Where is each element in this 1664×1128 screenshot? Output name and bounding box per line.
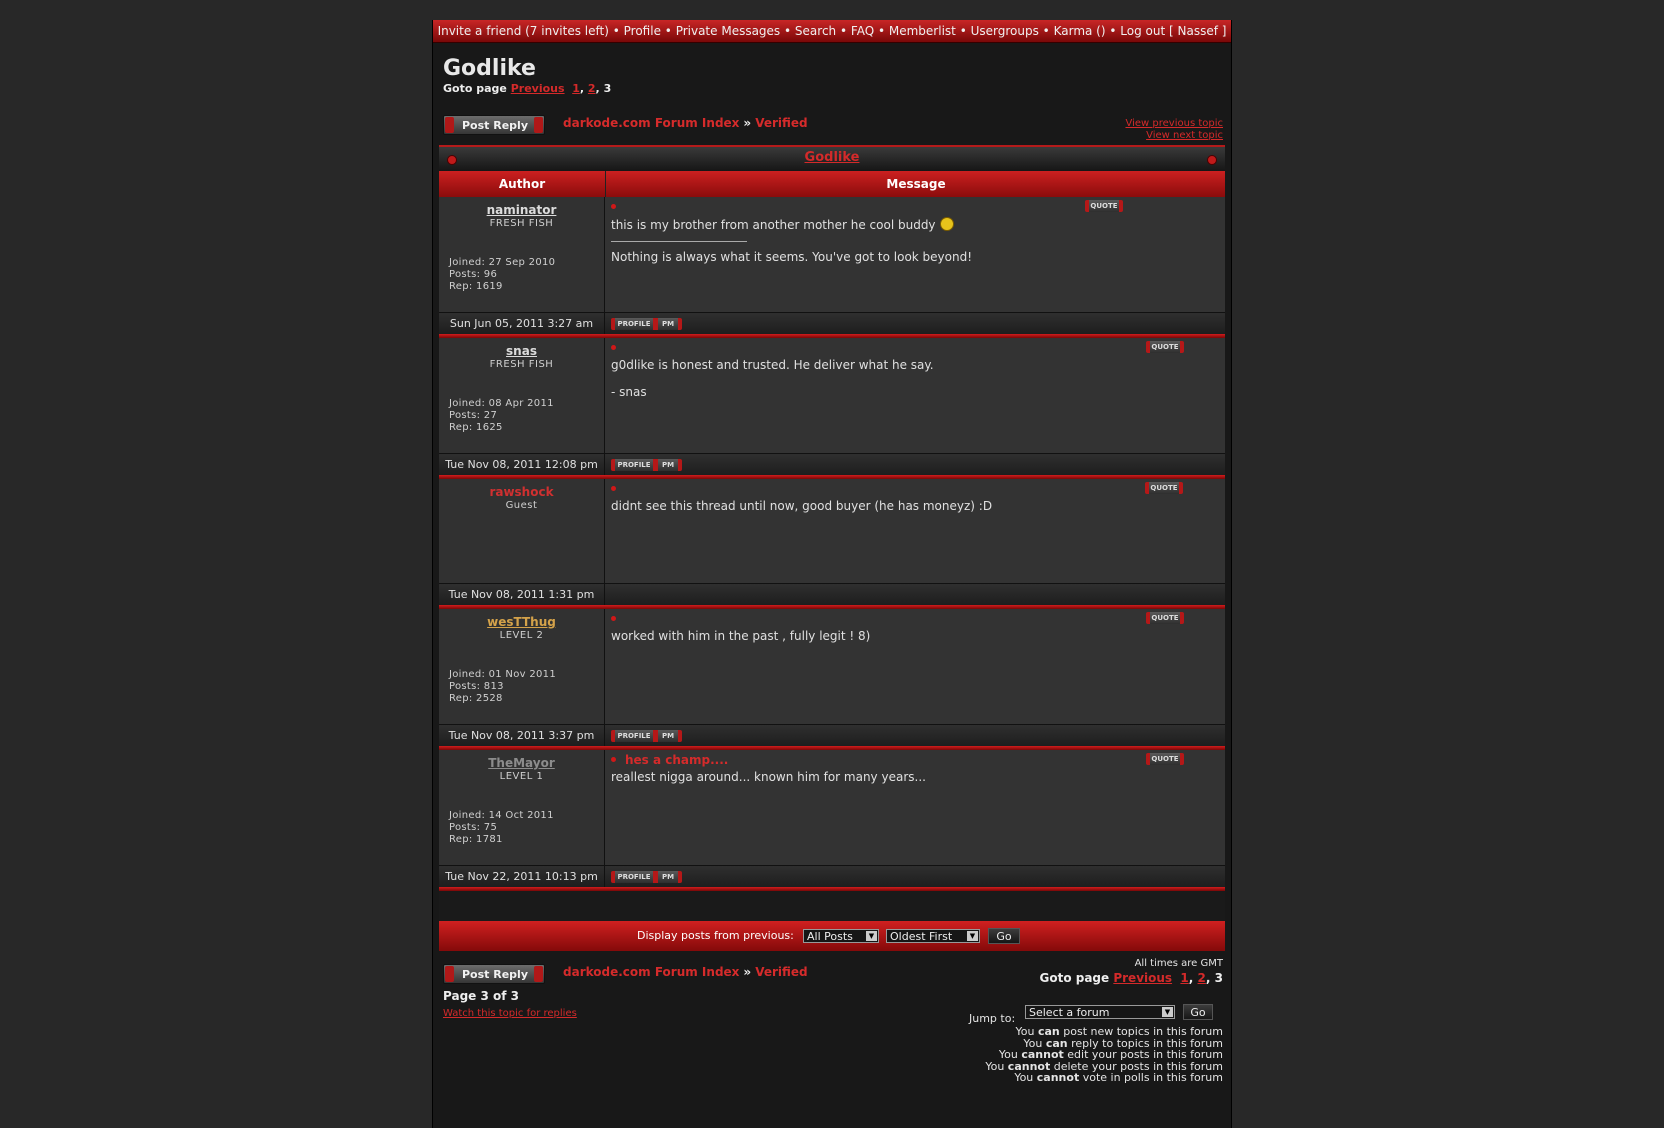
profile-button[interactable]: PROFILE bbox=[611, 318, 657, 330]
goto-label: Goto page bbox=[443, 82, 507, 95]
breadcrumb-forum-index[interactable]: darkode.com Forum Index bbox=[563, 116, 740, 130]
jump-to-select-value: Select a forum bbox=[1029, 1006, 1110, 1019]
view-next-topic-link[interactable]: View next topic bbox=[1146, 130, 1223, 141]
post-author-link[interactable]: snas bbox=[506, 344, 537, 358]
author-rep: Rep: 1625 bbox=[449, 422, 503, 433]
post-time: Tue Nov 22, 2011 10:13 pm bbox=[439, 866, 605, 888]
author-joined: Joined: 27 Sep 2010 bbox=[449, 257, 556, 268]
author-cell bbox=[439, 197, 605, 312]
breadcrumb-separator: » bbox=[743, 965, 752, 979]
author-post-count: Posts: 813 bbox=[449, 681, 504, 692]
post-icon[interactable] bbox=[611, 204, 616, 209]
post-separator bbox=[439, 887, 1225, 891]
author-stats bbox=[449, 398, 554, 434]
private-messages-link[interactable]: Private Messages bbox=[675, 24, 781, 38]
message-cell bbox=[605, 338, 1225, 453]
posts-table bbox=[439, 145, 1225, 951]
author-column-header: Author bbox=[498, 177, 546, 191]
author-rank: LEVEL 2 bbox=[499, 630, 544, 641]
quote-button[interactable]: QUOTE bbox=[1145, 482, 1183, 494]
post-body bbox=[611, 217, 954, 232]
chevron-down-icon: ▼ bbox=[967, 931, 978, 941]
post-text: worked with him in the past , fully legit ! 8) bbox=[611, 629, 871, 643]
profile-button[interactable]: PROFILE bbox=[611, 871, 657, 883]
post-row bbox=[439, 750, 1225, 865]
post-footer bbox=[439, 312, 1225, 335]
topic-title-bar bbox=[439, 145, 1225, 171]
post-icon[interactable] bbox=[611, 757, 616, 762]
goto-page-bottom: Goto page Previous 1, 2, 3 bbox=[1039, 971, 1223, 985]
post-author-name: rawshock bbox=[489, 485, 554, 499]
author-stats bbox=[449, 257, 555, 293]
profile-button[interactable]: PROFILE bbox=[611, 459, 657, 471]
post-icon[interactable] bbox=[611, 486, 616, 491]
author-rank: LEVEL 1 bbox=[499, 771, 544, 782]
nav-separator: • bbox=[1042, 24, 1050, 38]
memberlist-link[interactable]: Memberlist bbox=[888, 24, 956, 38]
post-text: didnt see this thread until now, good buyer (he has moneyz) :D bbox=[611, 499, 993, 513]
corner-dot-icon bbox=[447, 155, 457, 165]
post-footer bbox=[439, 724, 1225, 747]
post-author-link[interactable]: wesTThug bbox=[487, 615, 556, 629]
quote-button[interactable]: QUOTE bbox=[1085, 200, 1123, 212]
nav-separator: • bbox=[839, 24, 848, 38]
post-time: Tue Nov 08, 2011 3:37 pm bbox=[439, 725, 605, 747]
quote-button[interactable]: QUOTE bbox=[1146, 612, 1184, 624]
author-cell bbox=[439, 338, 605, 453]
author-stats bbox=[449, 810, 554, 846]
karma-link[interactable]: Karma () bbox=[1053, 24, 1106, 38]
order-select[interactable] bbox=[886, 929, 980, 943]
display-options-bar bbox=[439, 921, 1225, 951]
smiley-icon bbox=[940, 217, 954, 231]
goto-current-page: 3 bbox=[603, 82, 612, 95]
goto-page-2-link[interactable]: 2 bbox=[587, 82, 596, 95]
author-joined: Joined: 08 Apr 2011 bbox=[449, 398, 554, 409]
permission-line: You cannot edit your posts in this forum bbox=[998, 1048, 1223, 1062]
post-author-link[interactable]: naminator bbox=[486, 203, 557, 217]
breadcrumb-forum-index[interactable]: darkode.com Forum Index bbox=[563, 965, 740, 979]
table-header bbox=[439, 171, 1225, 197]
profile-link[interactable]: Profile bbox=[623, 24, 661, 38]
author-rep: Rep: 1781 bbox=[449, 834, 503, 845]
display-label: Display posts from previous: bbox=[637, 929, 794, 942]
nav-separator: • bbox=[664, 24, 672, 38]
breadcrumb-bottom bbox=[563, 965, 808, 979]
post-author-link[interactable]: TheMayor bbox=[488, 756, 555, 770]
post-icon[interactable] bbox=[611, 616, 616, 621]
post-signature bbox=[611, 241, 972, 264]
post-row bbox=[439, 479, 1225, 583]
forum-permissions bbox=[985, 1026, 1223, 1084]
goto-label: Goto page bbox=[1039, 971, 1110, 985]
author-cell bbox=[439, 750, 605, 865]
author-rank: FRESH FISH bbox=[489, 359, 554, 370]
jump-go-button[interactable]: Go bbox=[1183, 1004, 1213, 1020]
pm-button[interactable]: PM bbox=[654, 318, 682, 330]
author-rep: Rep: 1619 bbox=[449, 281, 503, 292]
post-text: reallest nigga around... known him for many years... bbox=[611, 770, 926, 784]
author-joined: Joined: 14 Oct 2011 bbox=[449, 810, 554, 821]
breadcrumb bbox=[563, 116, 808, 130]
chevron-down-icon: ▼ bbox=[1162, 1007, 1173, 1017]
nav-separator: • bbox=[877, 24, 886, 38]
author-cell bbox=[439, 609, 605, 724]
nav-separator: • bbox=[784, 24, 792, 38]
breadcrumb-forum-verified[interactable]: Verified bbox=[755, 965, 808, 979]
pm-button[interactable]: PM bbox=[654, 871, 682, 883]
order-select-value: Oldest First bbox=[890, 930, 953, 943]
post-time: Sun Jun 05, 2011 3:27 am bbox=[439, 313, 605, 335]
quote-button[interactable]: QUOTE bbox=[1146, 753, 1184, 765]
profile-button[interactable]: PROFILE bbox=[611, 730, 657, 742]
author-post-count: Posts: 75 bbox=[449, 822, 498, 833]
jump-to-label: Jump to: bbox=[969, 1012, 1016, 1025]
message-cell bbox=[605, 750, 1225, 865]
post-text: this is my brother from another mother he cool buddy bbox=[611, 218, 936, 232]
message-cell bbox=[605, 609, 1225, 724]
post-reply-button[interactable]: Post Reply bbox=[443, 115, 545, 135]
author-rank: FRESH FISH bbox=[489, 218, 554, 229]
permission-line: You can post new topics in this forum bbox=[1015, 1025, 1223, 1038]
page-of-pages: Page 3 of 3 bbox=[443, 989, 519, 1003]
nav-separator: • bbox=[959, 24, 967, 38]
logout-link[interactable]: Log out [ Nassef ] bbox=[1120, 24, 1227, 38]
pm-button[interactable]: PM bbox=[654, 730, 682, 742]
author-rep: Rep: 2528 bbox=[449, 693, 503, 704]
goto-page-top: Goto page Previous 1, 2, 3 bbox=[443, 82, 612, 95]
permission-line: You cannot delete your posts in this forum bbox=[985, 1059, 1223, 1073]
message-cell bbox=[605, 479, 1225, 583]
top-nav-bar bbox=[433, 20, 1231, 43]
post-row bbox=[439, 609, 1225, 724]
jump-to-select[interactable] bbox=[1025, 1005, 1175, 1019]
pm-button[interactable]: PM bbox=[654, 459, 682, 471]
post-footer bbox=[439, 583, 1225, 606]
nav-separator: • bbox=[612, 24, 620, 38]
permission-line: You cannot vote in polls in this forum bbox=[1014, 1071, 1223, 1085]
signature-divider bbox=[611, 241, 747, 242]
quote-button[interactable]: QUOTE bbox=[1146, 341, 1184, 353]
invite-link[interactable]: Invite a friend (7 invites left) bbox=[437, 24, 609, 38]
page-container bbox=[432, 20, 1232, 1128]
signature-text: Nothing is always what it seems. You've got to look beyond! bbox=[611, 250, 973, 264]
usergroups-link[interactable]: Usergroups bbox=[970, 24, 1039, 38]
view-previous-topic-link[interactable]: View previous topic bbox=[1125, 118, 1223, 129]
author-stats bbox=[449, 669, 556, 705]
goto-page-2-link[interactable]: 2 bbox=[1197, 971, 1206, 985]
author-post-count: Posts: 27 bbox=[449, 410, 498, 421]
message-cell bbox=[605, 197, 1225, 312]
message-column-header: Message bbox=[605, 171, 1226, 197]
range-select-value: All Posts bbox=[807, 930, 853, 943]
permission-line: You can reply to topics in this forum bbox=[1023, 1036, 1223, 1050]
display-go-button[interactable]: Go bbox=[988, 928, 1020, 944]
range-select[interactable] bbox=[803, 929, 879, 943]
page-title: Godlike bbox=[443, 56, 536, 81]
goto-page-1-link[interactable]: 1 bbox=[572, 82, 580, 95]
post-footer bbox=[439, 865, 1225, 888]
author-rank: Guest bbox=[505, 500, 538, 511]
breadcrumb-separator: » bbox=[743, 116, 752, 130]
post-row bbox=[439, 338, 1225, 453]
post-icon[interactable] bbox=[611, 345, 616, 350]
timezone-note: All times are GMT bbox=[1134, 958, 1223, 969]
goto-previous-link[interactable]: Previous bbox=[1113, 971, 1173, 985]
topic-title-link[interactable]: Godlike bbox=[804, 150, 860, 165]
author-post-count: Posts: 96 bbox=[449, 269, 498, 280]
post-footer bbox=[439, 453, 1225, 476]
post-time: Tue Nov 08, 2011 1:31 pm bbox=[439, 584, 605, 606]
faq-link[interactable]: FAQ bbox=[850, 24, 875, 38]
watch-topic-link[interactable]: Watch this topic for replies bbox=[443, 1008, 577, 1019]
post-text-line2: - snas bbox=[611, 385, 647, 399]
author-joined: Joined: 01 Nov 2011 bbox=[449, 669, 556, 680]
breadcrumb-forum-verified[interactable]: Verified bbox=[755, 116, 808, 130]
post-text: g0dlike is honest and trusted. He deliver what he say. bbox=[611, 358, 934, 372]
goto-page-1-link[interactable]: 1 bbox=[1180, 971, 1189, 985]
post-reply-button-bottom[interactable]: Post Reply bbox=[443, 964, 545, 984]
goto-current-page: 3 bbox=[1214, 971, 1223, 985]
chevron-down-icon: ▼ bbox=[866, 931, 877, 941]
corner-dot-icon bbox=[1207, 155, 1217, 165]
author-cell bbox=[439, 479, 605, 583]
topic-navigation bbox=[1125, 118, 1223, 142]
goto-previous-link[interactable]: Previous bbox=[510, 82, 565, 95]
search-link[interactable]: Search bbox=[794, 24, 837, 38]
post-subject: hes a champ.... bbox=[625, 753, 729, 767]
post-row bbox=[439, 197, 1225, 312]
post-time: Tue Nov 08, 2011 12:08 pm bbox=[439, 454, 605, 476]
nav-separator: • bbox=[1109, 24, 1117, 38]
